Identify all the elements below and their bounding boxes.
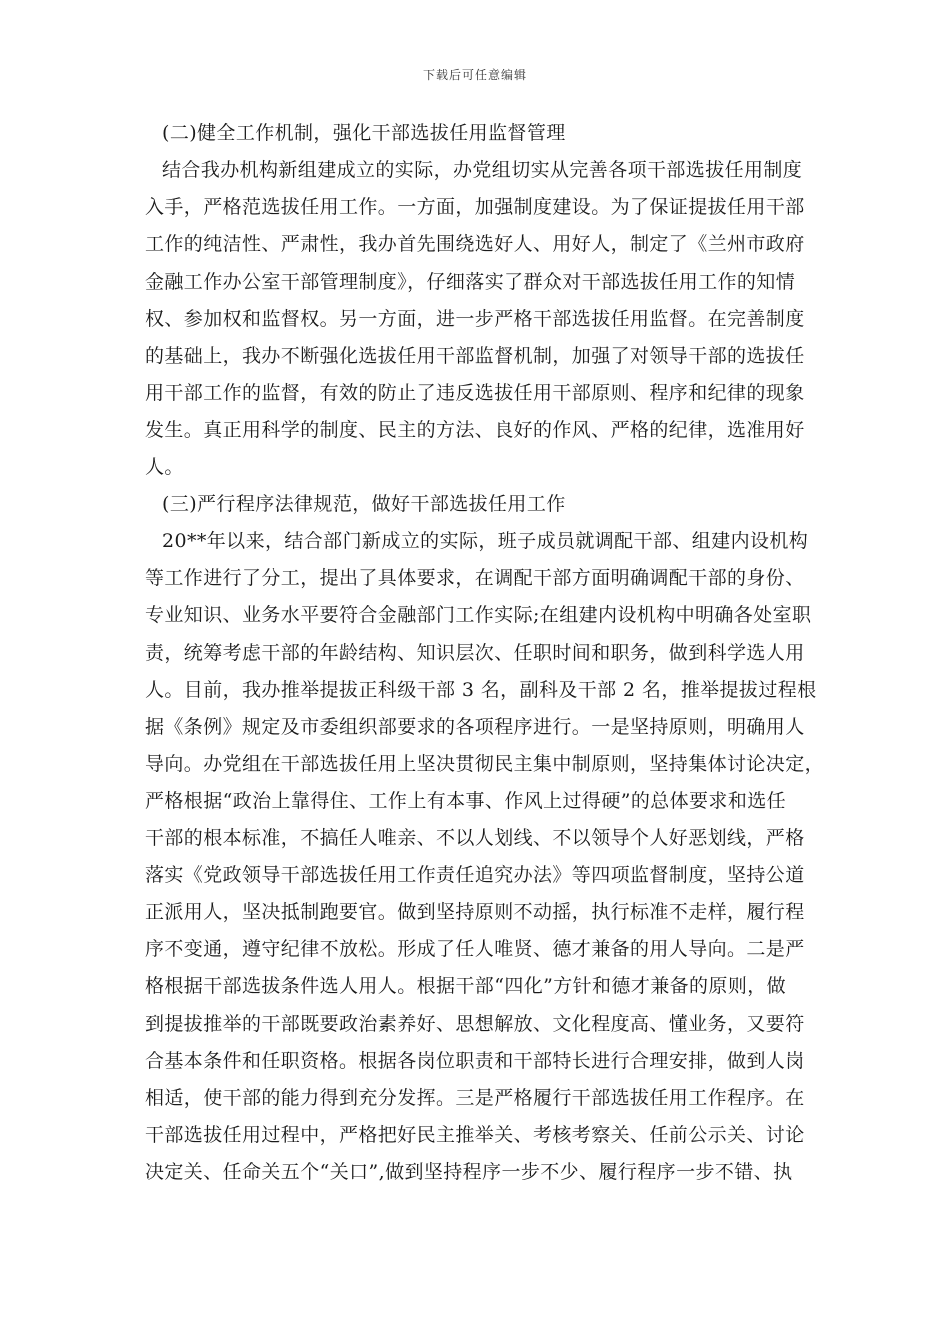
paragraph-line: 发生。真正用科学的制度、民主的方法、良好的作风、严格的纪律，选准用好 <box>145 419 805 441</box>
paragraph-line: 正派用人，坚决抵制跑要官。做到坚持原则不动摇，执行标准不走样，履行程 <box>145 901 805 923</box>
paragraph-line: 导向。办党组在干部选拔任用上坚决贯彻民主集中制原则，坚持集体讨论决定， <box>145 753 825 775</box>
paragraph-line: 决定关、任命关五个“关口”,做到坚持程序一步不少、履行程序一步不错、执 <box>145 1161 793 1183</box>
page-header: 下载后可任意编辑 <box>422 68 527 82</box>
paragraph-line: 权、参加权和监督权。另一方面，进一步严格干部选拔任用监督。在完善制度 <box>145 308 805 330</box>
paragraph-line: 干部的根本标准，不搞任人唯亲、不以人划线、不以领导个人好恶划线，严格 <box>145 827 805 849</box>
paragraph-line: 等工作进行了分工，提出了具体要求，在调配干部方面明确调配干部的身份、 <box>145 567 805 589</box>
paragraph-line: 人。 <box>145 456 184 478</box>
paragraph-line: 落实《党政领导干部选拔任用工作责任追究办法》等四项监督制度，坚持公道 <box>145 864 805 886</box>
paragraph-line: 据《条例》规定及市委组织部要求的各项程序进行。一是坚持原则，明确用人 <box>145 716 805 738</box>
paragraph-line: 格根据干部选拔条件选人用人。根据干部“四化”方针和德才兼备的原则，做 <box>145 975 787 997</box>
paragraph-line: 结合我办机构新组建成立的实际，办党组切实从完善各项干部选拔任用制度 <box>162 159 803 181</box>
paragraph-line: 干部选拔任用过程中，严格把好民主推举关、考核考察关、任前公示关、讨论 <box>145 1124 805 1146</box>
paragraph-line: 到提拔推举的干部既要政治素养好、思想解放、文化程度高、懂业务，又要符 <box>145 1013 805 1035</box>
paragraph-line: 合基本条件和任职资格。根据各岗位职责和干部特长进行合理安排，做到人岗 <box>145 1050 805 1072</box>
paragraph-line: 严格根据“政治上靠得住、工作上有本事、作风上过得硬”的总体要求和选任 <box>145 790 787 812</box>
paragraph-line: 金融工作办公室干部管理制度》，仔细落实了群众对干部选拔任用工作的知情 <box>145 271 796 293</box>
paragraph-line: 责，统筹考虑干部的年龄结构、知识层次、任职时间和职务，做到科学选人用 <box>145 642 805 664</box>
paragraph-line: 专业知识、业务水平要符合金融部门工作实际;在组建内设机构中明确各处室职 <box>145 604 812 626</box>
section-heading-2: (二)健全工作机制，强化干部选拔任用监督管理 <box>162 122 566 144</box>
paragraph-line: 20**年以来，结合部门新成立的实际，班子成员就调配干部、组建内设机构 <box>162 530 809 552</box>
paragraph-line: 人。目前，我办推举提拔正科级干部 3 名，副科及干部 2 名，推举提拔过程根 <box>145 679 817 701</box>
paragraph-line: 序不变通，遵守纪律不放松。形成了任人唯贤、德才兼备的用人导向。二是严 <box>145 938 805 960</box>
paragraph-line: 用干部工作的监督，有效的防止了违反选拔任用干部原则、程序和纪律的现象 <box>145 382 805 404</box>
paragraph-line: 入手，严格范选拔任用工作。一方面，加强制度建设。为了保证提拔任用干部 <box>145 196 805 218</box>
paragraph-line: 的基础上，我办不断强化选拔任用干部监督机制，加强了对领导干部的选拔任 <box>145 345 805 367</box>
paragraph-line: 相适，使干部的能力得到充分发挥。三是严格履行干部选拔任用工作程序。在 <box>145 1087 805 1109</box>
paragraph-line: 工作的纯洁性、严肃性，我办首先围绕选好人、用好人，制定了《兰州市政府 <box>145 233 805 255</box>
section-heading-3: (三)严行程序法律规范，做好干部选拔任用工作 <box>162 493 566 515</box>
